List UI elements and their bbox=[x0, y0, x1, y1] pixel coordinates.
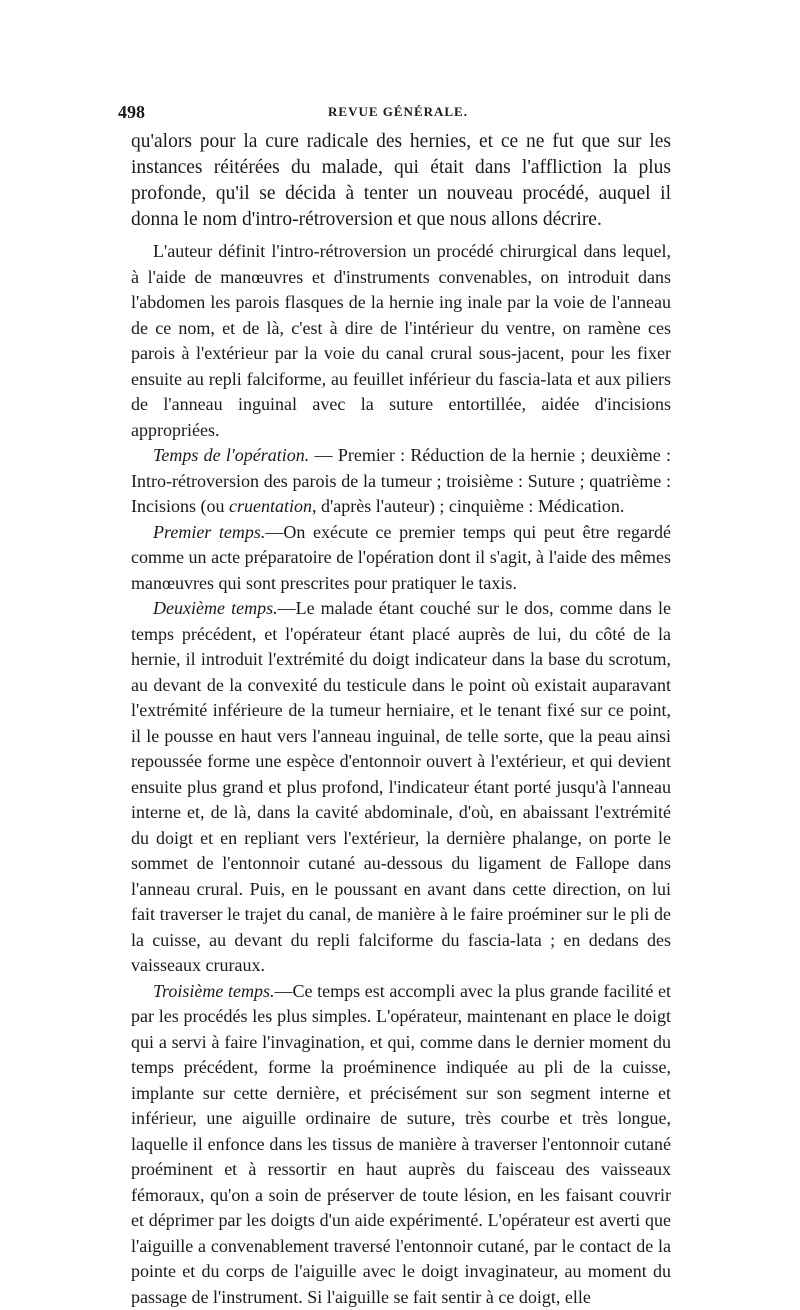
paragraph-text: — Premier : Réduction de la hernie ; deuxième : Intro-rétroversion des parois de la tumeur ; troisième : Suture ; quatrième : Incisions (ou bbox=[131, 445, 671, 516]
section-label: Premier temps. bbox=[153, 522, 265, 542]
paragraph-text: —On exécute ce premier temps qui peut être regardé comme un acte préparatoire de l'opération dont il s'agit, à l'aide des mêmes manœuvres qui sont prescrites pour pratiquer le taxis. bbox=[131, 522, 671, 593]
section-label: Troisième temps. bbox=[153, 981, 274, 1001]
paragraph-operation-steps bbox=[131, 443, 671, 520]
paragraph-text: , d'après l'auteur) ; cinquième : Médication. bbox=[312, 496, 624, 516]
paragraph-continuation bbox=[131, 129, 671, 233]
page-number: 498 bbox=[118, 100, 145, 124]
paragraph-first-step bbox=[131, 520, 671, 597]
paragraph-text: —Le malade étant couché sur le dos, comme dans le temps précédent, et l'opérateur étant placé auprès de lui, du côté de la hernie, il introduit l'extrémité du doigt indicateur dans la base du scrotum, au devant de la convexité du testicule dans le point où existait auparavant l'extrémité inférieure de la tumeur herniaire, et le tenant fixé sur ce point, il le pousse en haut vers l'anneau inguinal, de telle sorte, que la peau ainsi repoussée forme une espèce d'entonnoir ouvert à l'extérieur, et qui devient ensuite plus grand et plus profond, l'indicateur étant porté jusqu'à l'anneau interne et, de là, dans la cavité abdominale, d'où, en abaissant l'extrémité du doigt et en repliant vers l'extérieur, la dernière phalange, on porte le sommet de l'entonnoir cutané au-dessous du ligament de Fallope dans l'anneau crural. Puis, en le poussant en avant dans cette direction, on lui fait traverser le trajet du canal, de manière à le faire proéminer sur le pli de la cuisse, au devant du repli falciforme du fascia-lata ; en dedans des vaisseaux cruraux. bbox=[131, 598, 671, 975]
paragraph-text: qu'alors pour la cure radicale des hernies, et ce ne fut que sur les instances réitérées du malade, qui était dans l'affliction la plus profonde, qu'il se décida à tenter un nouveau procédé, auquel il donna le nom d'intro-rétroversion et que nous allons décrire. bbox=[131, 131, 671, 230]
paragraph-text: L'auteur définit l'intro-rétroversion un procédé chirurgical dans lequel, à l'aide de manœuvres et d'instruments convenables, on introduit dans l'abdomen les parois flasques de la hernie ing inale par la voie de l'anneau de ce nom, et de là, c'est à dire de l'intérieur du ventre, on ramène ces parois à l'extérieur par la voie du canal crural sous-jacent, pour les fixer ensuite au repli falciforme, au feuillet inférieur du fascia-lata et aux piliers de l'anneau inguinal avec la suture entortillée, aidée d'incisions appropriées. bbox=[131, 241, 671, 440]
paragraph-definition bbox=[131, 239, 671, 443]
running-head bbox=[118, 100, 678, 124]
paragraph-text: —Ce temps est accompli avec la plus grande facilité et par les procédés les plus simples. L'opérateur, maintenant en place le doigt qui a servi à faire l'invagination, et qui, comme dans le dernier moment du temps précédent, forme la proéminence indiquée au pli de la cuisse, implante sur cette dernière, et précisément sur son segment interne et inférieur, une aiguille ordinaire de suture, très courbe et très longue, laquelle il enfonce dans les tissus de manière à traverser l'entonnoir cutané proéminent et à ressortir en haut auprès du faisceau des vaisseaux fémoraux, qu'on a soin de préserver de toute lésion, en les faisant couvrir et déprimer par les doigts d'un aide expérimenté. L'opérateur est averti que l'aiguille a convenablement traversé l'entonnoir cutané, par le contact de la pointe et du corps de l'aiguille avec le doigt invaginateur, au moment du passage de l'instrument. Si l'aiguille se fait sentir à ce doigt, elle bbox=[131, 981, 671, 1307]
paragraph-second-step bbox=[131, 596, 671, 979]
section-label: Temps de l'opération. bbox=[153, 445, 309, 465]
running-title: REVUE GÉNÉRALE. bbox=[118, 100, 678, 124]
inline-term: cruentation bbox=[229, 496, 312, 516]
body-text bbox=[131, 129, 671, 1310]
paragraph-third-step bbox=[131, 979, 671, 1310]
section-label: Deuxième temps. bbox=[153, 598, 278, 618]
